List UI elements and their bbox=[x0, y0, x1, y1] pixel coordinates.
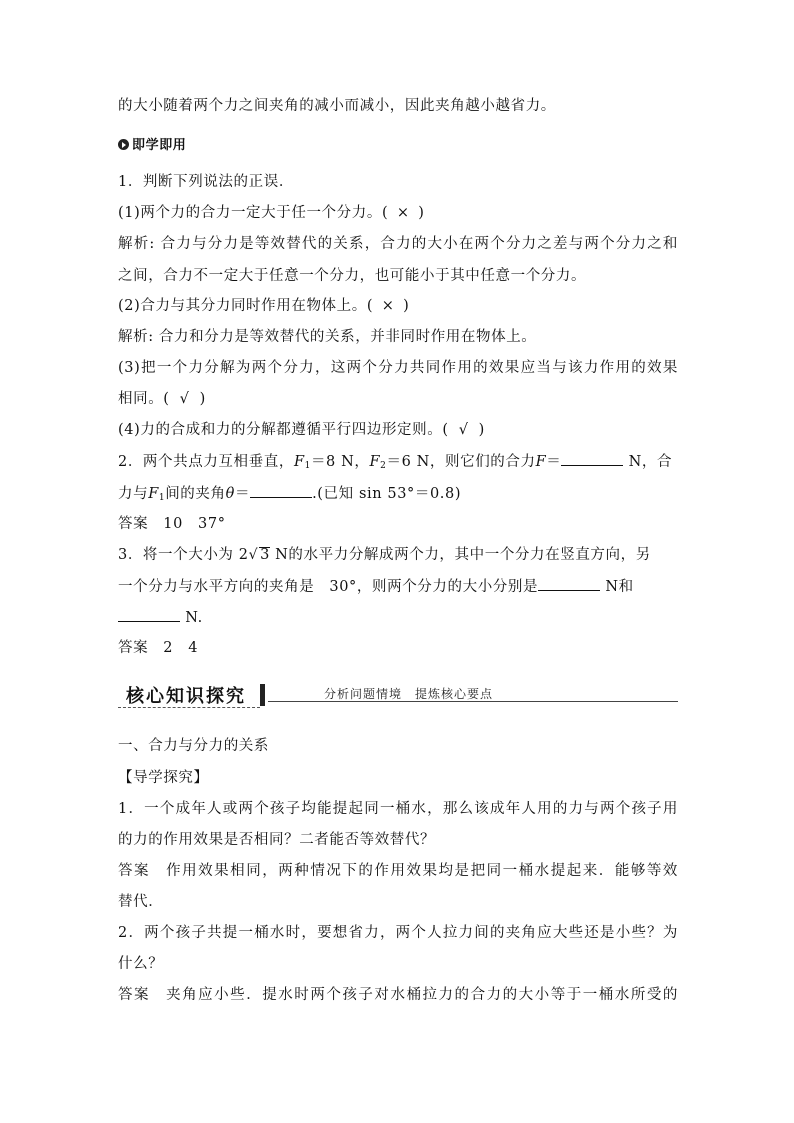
question-1-3: (3)把一个力分解为两个分力，这两个分力共同作用的效果应当与该力作用的效果 bbox=[118, 360, 678, 376]
answer-line: 答案 2 4 bbox=[118, 640, 199, 656]
answer-line: 答案 夹角应小些．提水时两个孩子对水桶拉力的合力的大小等于一桶水所受的 bbox=[118, 987, 678, 1003]
answer-line: 答案 10 37° bbox=[118, 516, 226, 532]
answer-blank bbox=[250, 483, 312, 498]
banner-rule bbox=[268, 701, 678, 702]
answer-blank bbox=[538, 576, 600, 591]
question-1-4: (4)力的合成和力的分解都遵循平行四边形定则。( √ ) bbox=[118, 422, 485, 438]
question-3: 3．将一个大小为 2√ 3 N的水平力分解成两个力，其中一个分力在竖直方向，另 bbox=[118, 547, 651, 563]
question-1-3-cont: 相同。( √ ) bbox=[118, 391, 206, 407]
paragraph-line: 的大小随着两个力之间夹角的减小而减小，因此夹角越小越省力。 bbox=[118, 98, 556, 114]
banner-dash bbox=[118, 707, 260, 708]
banner-subtitle: 分析问题情境 提炼核心要点 bbox=[324, 687, 494, 701]
section-1-title: 一、合力与分力的关系 bbox=[118, 738, 269, 754]
wrong-mark: × bbox=[381, 298, 395, 314]
guide-question-1: 1．一个成年人或两个孩子均能提起同一桶水，那么该成年人用的力与两个孩子用 bbox=[118, 801, 678, 817]
section-banner bbox=[118, 680, 678, 710]
explanation-line: 解析: 合力和分力是等效替代的关系，并非同时作用在物体上。 bbox=[118, 329, 537, 345]
answer-blank bbox=[561, 451, 623, 466]
explanation-line: 解析: 合力与分力是等效替代的关系，合力的大小在两个分力之差与两个分力之和 bbox=[118, 236, 678, 252]
sqrt-icon: √ bbox=[248, 547, 259, 563]
question-3-cont: 一个分力与水平方向的夹角是 30°，则两个分力的大小分别是 N和 bbox=[118, 576, 678, 597]
banner-bar bbox=[260, 684, 265, 706]
banner-title: 核心知识探究 bbox=[126, 686, 246, 707]
guide-question-1-cont: 的力的作用效果是否相同？二者能否等效替代？ bbox=[118, 832, 436, 848]
explanation-line: 之间，合力不一定大于任意一个分力，也可能小于其中任意一个分力。 bbox=[118, 268, 587, 284]
answer-line: 答案 作用效果相同，两种情况下的作用效果均是把同一桶水提起来．能够等效 bbox=[118, 863, 678, 879]
section-quick-heading: 即学即用 bbox=[118, 136, 678, 156]
answer-blank bbox=[118, 607, 180, 622]
wrong-mark: × bbox=[396, 205, 410, 221]
correct-mark: √ bbox=[458, 422, 469, 438]
guide-question-2: 2．两个孩子共提一桶水时，要想省力，两个人拉力间的夹角应大些还是小些？为 bbox=[118, 925, 678, 941]
section-1-subtitle: 【导学探究】 bbox=[118, 770, 209, 786]
play-icon bbox=[118, 139, 129, 150]
guide-question-2-cont: 什么？ bbox=[118, 956, 164, 972]
question-1-2: (2)合力与其分力同时作用在物体上。( × ) bbox=[118, 298, 410, 314]
question-2: 2．两个共点力互相垂直，$F_1=8$ N，$F_2=6$ N，则它们的合力F＝ N，合 bbox=[118, 451, 678, 476]
correct-mark: √ bbox=[179, 391, 190, 407]
question-3-cont: N. bbox=[118, 607, 678, 628]
question-2-cont: 力与$F_1$间的夹角θ＝ .(已知 sin 53°＝0.8) bbox=[118, 483, 678, 508]
question-1-intro: 1．判断下列说法的正误． bbox=[118, 174, 294, 190]
question-1-1: (1)两个力的合力一定大于任一个分力。( × ) bbox=[118, 205, 425, 221]
answer-line: 替代． bbox=[118, 894, 164, 910]
